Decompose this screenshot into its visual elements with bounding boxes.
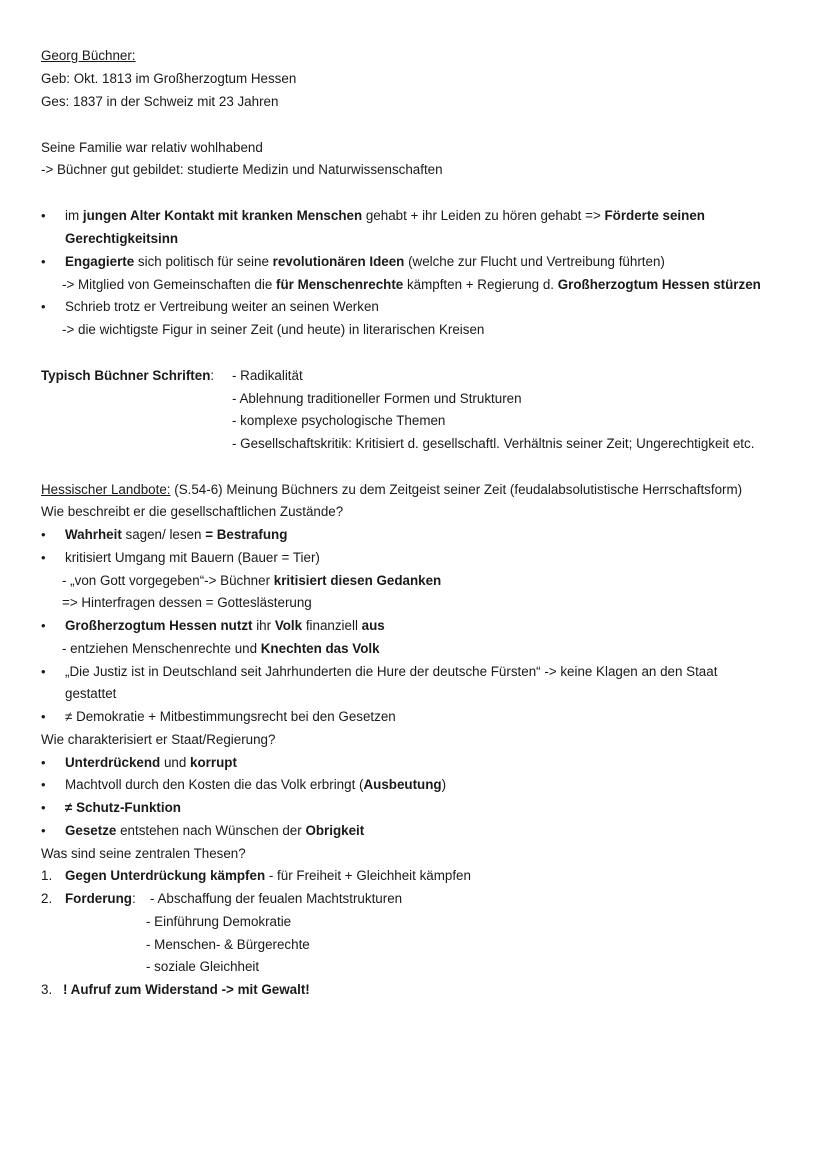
text-segment: : xyxy=(210,368,215,383)
text-line xyxy=(146,914,291,930)
text-segment: sich politisch für seine xyxy=(134,254,273,269)
text-segment: gestattet xyxy=(65,686,117,701)
text-segment: - soziale Gleichheit xyxy=(146,959,260,974)
text-line xyxy=(63,982,310,998)
bold-text: Förderte seinen xyxy=(604,208,705,223)
text-line xyxy=(41,504,343,520)
bold-text: Volk xyxy=(274,618,303,633)
bold-text: revolutionären Ideen xyxy=(272,254,405,269)
text-segment: gehabt + ihr Leiden zu hören gehabt => xyxy=(362,208,605,223)
text-line xyxy=(41,846,246,862)
text-segment: Ges: 1837 in der Schweiz mit 23 Jahren xyxy=(41,94,279,109)
text-line xyxy=(65,618,385,634)
bullet-icon: • xyxy=(41,777,46,792)
text-segment: - Abschaffung der feualen Machtstrukturen xyxy=(150,891,403,906)
text-line xyxy=(65,709,396,725)
bullet-icon: • xyxy=(41,709,46,724)
bold-text: jungen Alter Kontakt mit kranken Menschen xyxy=(82,208,363,223)
bullet-icon: • xyxy=(41,299,46,314)
text-segment: Seine Familie war relativ wohlhabend xyxy=(41,140,263,155)
bullet-icon: • xyxy=(41,664,46,679)
text-segment: : xyxy=(131,891,136,906)
bullet-icon: • xyxy=(41,618,46,633)
bullet-icon: • xyxy=(41,755,46,770)
bold-text: Obrigkeit xyxy=(305,823,365,838)
section-heading: Hessischer Landbote: xyxy=(41,482,171,497)
text-segment: - für Freiheit + Gleichheit kämpfen xyxy=(265,868,471,883)
text-line xyxy=(65,686,116,702)
text-segment: Wie charakterisiert er Staat/Regierung? xyxy=(41,732,276,747)
text-line xyxy=(65,299,379,315)
bold-text: für Menschenrechte xyxy=(276,277,404,292)
text-segment: ≠ Demokratie + Mitbestimmungsrecht bei den Gesetzen xyxy=(65,709,396,724)
text-segment: - Einführung Demokratie xyxy=(146,914,292,929)
text-segment: - Radikalität xyxy=(232,368,303,383)
text-line xyxy=(232,413,445,429)
text-segment: (S.54-6) Meinung Büchners zu dem Zeitgeist seiner Zeit (feudalabsolutistische Herrschaftsform) xyxy=(170,482,743,497)
section-heading: Georg Büchner: xyxy=(41,48,136,63)
text-line xyxy=(41,48,136,64)
bold-text: Forderung xyxy=(65,891,132,906)
bullet-icon: • xyxy=(41,550,46,565)
text-line xyxy=(150,891,402,907)
bold-text: Knechten das Volk xyxy=(260,641,380,656)
text-line xyxy=(41,71,296,87)
text-line xyxy=(62,641,380,657)
text-line xyxy=(62,595,312,611)
bold-text: = Bestrafung xyxy=(205,527,288,542)
bullet-icon: • xyxy=(41,208,46,223)
text-line xyxy=(146,937,310,953)
text-line xyxy=(62,277,761,293)
text-segment: - Menschen- & Bürgerechte xyxy=(146,937,310,952)
text-line xyxy=(232,436,754,452)
text-segment: ) xyxy=(441,777,447,792)
text-segment: Geb: Okt. 1813 im Großherzogtum Hessen xyxy=(41,71,297,86)
text-line xyxy=(65,208,705,224)
bullet-icon: • xyxy=(41,527,46,542)
text-segment: entstehen nach Wünschen der xyxy=(116,823,306,838)
text-segment: Was sind seine zentralen Thesen? xyxy=(41,846,246,861)
bullet-icon: • xyxy=(41,800,46,815)
text-line xyxy=(41,162,443,178)
bold-text: Gegen Unterdrückung kämpfen xyxy=(65,868,266,883)
text-line xyxy=(232,368,303,384)
bold-text: ! Aufruf zum Widerstand -> mit Gewalt! xyxy=(63,982,310,997)
text-segment: kämpften + Regierung d. xyxy=(403,277,558,292)
bold-text: Gesetze xyxy=(65,823,117,838)
text-line xyxy=(41,368,214,384)
bold-text: Unterdrückend xyxy=(65,755,161,770)
text-line xyxy=(65,755,237,771)
text-line xyxy=(65,231,178,247)
text-segment: (welche zur Flucht und Vertreibung führten) xyxy=(404,254,665,269)
text-segment: => Hinterfragen dessen = Gotteslästerung xyxy=(62,595,312,610)
text-line xyxy=(41,482,742,498)
bold-text: Großherzogtum Hessen stürzen xyxy=(557,277,761,292)
text-segment: finanziell xyxy=(302,618,362,633)
text-line xyxy=(65,254,665,270)
text-segment: - „von Gott vorgegeben“-> Büchner xyxy=(62,573,274,588)
bold-text: ≠ Schutz-Funktion xyxy=(65,800,181,815)
text-segment: -> Mitglied von Gemeinschaften die xyxy=(62,277,276,292)
text-segment: Schrieb trotz er Vertreibung weiter an seinen Werken xyxy=(65,299,379,314)
list-number: 3. xyxy=(41,982,53,997)
bullet-icon: • xyxy=(41,254,46,269)
text-segment: Wie beschreibt er die gesellschaftlichen Zustände? xyxy=(41,504,344,519)
bold-text: Typisch Büchner Schriften xyxy=(41,368,211,383)
text-segment: - Gesellschaftskritik: Kritisiert d. gesellschaftl. Verhältnis seiner Zeit; Ungerechtigkeit etc. xyxy=(232,436,755,451)
text-line xyxy=(65,664,717,680)
text-line xyxy=(65,550,320,566)
bold-text: Gerechtigkeitsinn xyxy=(65,231,179,246)
bold-text: kritisiert diesen Gedanken xyxy=(273,573,442,588)
text-segment: -> Büchner gut gebildet: studierte Medizin und Naturwissenschaften xyxy=(41,162,443,177)
text-line xyxy=(65,527,287,543)
text-line xyxy=(65,800,181,816)
text-line xyxy=(41,732,275,748)
text-line xyxy=(65,891,136,907)
bold-text: Ausbeutung xyxy=(363,777,442,792)
bold-text: korrupt xyxy=(190,755,237,770)
text-segment: - komplexe psychologische Themen xyxy=(232,413,446,428)
list-number: 2. xyxy=(41,891,53,906)
bold-text: aus xyxy=(361,618,385,633)
text-line xyxy=(232,391,522,407)
text-segment: im xyxy=(65,208,83,223)
text-line xyxy=(41,94,278,110)
text-segment: kritisiert Umgang mit Bauern (Bauer = Tier) xyxy=(65,550,320,565)
text-line xyxy=(62,322,484,338)
text-segment: sagen/ lesen xyxy=(121,527,206,542)
text-segment: - entziehen Menschenrechte und xyxy=(62,641,261,656)
text-line xyxy=(65,777,446,793)
bold-text: Engagierte xyxy=(65,254,135,269)
text-segment: und xyxy=(160,755,191,770)
text-line xyxy=(65,823,364,839)
text-segment: - Ablehnung traditioneller Formen und Strukturen xyxy=(232,391,522,406)
text-line xyxy=(62,573,441,589)
text-line xyxy=(65,868,471,884)
list-number: 1. xyxy=(41,868,53,883)
bold-text: Wahrheit xyxy=(65,527,122,542)
text-segment: „Die Justiz ist in Deutschland seit Jahrhunderten die Hure der deutsche Fürsten“ -> keine Klagen an den Staat xyxy=(65,664,718,679)
text-segment: ihr xyxy=(252,618,275,633)
text-line xyxy=(146,959,259,975)
text-segment: Machtvoll durch den Kosten die das Volk erbringt ( xyxy=(65,777,364,792)
bold-text: Großherzogtum Hessen nutzt xyxy=(65,618,253,633)
text-segment: -> die wichtigste Figur in seiner Zeit (und heute) in literarischen Kreisen xyxy=(62,322,485,337)
bullet-icon: • xyxy=(41,823,46,838)
text-line xyxy=(41,140,263,156)
